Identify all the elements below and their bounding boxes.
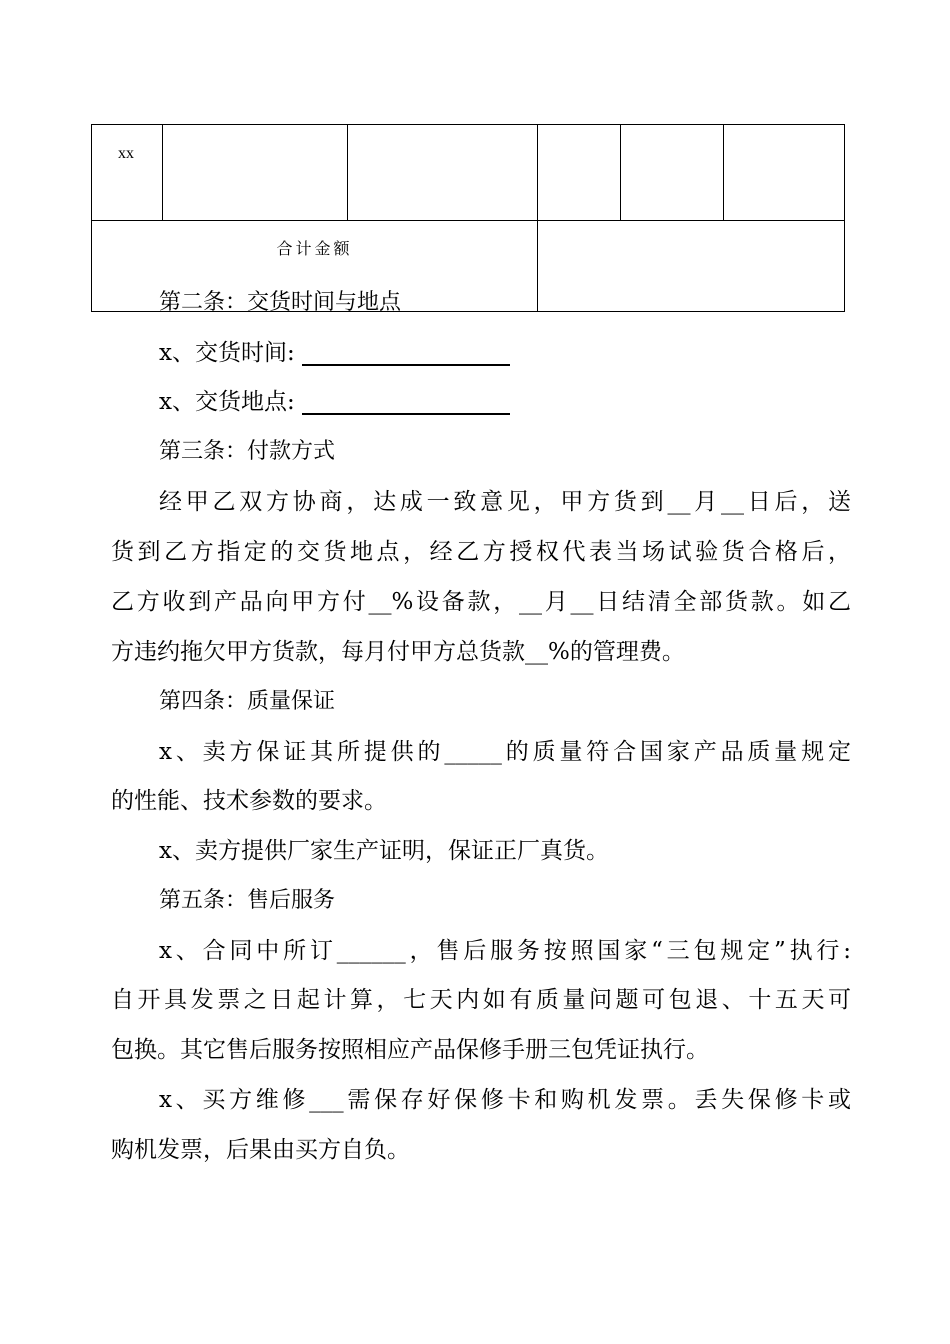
article3-line-4: 方违约拖欠甲方货款，每月付甲方总货款__%的管理费。 — [111, 639, 685, 665]
article4-line-3: x、卖方提供厂家生产证明，保证正厂真货。 — [159, 838, 609, 864]
total-amount-label: 合计金额 — [92, 221, 538, 312]
table-cell-xx: xx — [92, 125, 163, 221]
table-cell — [724, 125, 845, 221]
article5-line-2: 自开具发票之日起计算，七天内如有质量问题可包退、十五天可 — [111, 987, 851, 1013]
article5-line-1: x、合同中所订______，售后服务按照国家“三包规定”执行: — [159, 938, 851, 964]
article3-line-3: 乙方收到产品向甲方付__%设备款，__月__日结清全部货款。如乙 — [111, 589, 851, 615]
article5-line-4: x、买方维修___需保存好保修卡和购机发票。丢失保修卡或 — [159, 1087, 851, 1113]
table-cell — [538, 125, 621, 221]
article4-line-2: 的性能、技术参数的要求。 — [111, 788, 387, 814]
article3-heading: 第三条：付款方式 — [159, 439, 336, 464]
table-row — [92, 125, 845, 221]
table-cell — [621, 125, 724, 221]
article4-line-1: x、卖方保证其所提供的_____的质量符合国家产品质量规定 — [159, 739, 851, 765]
delivery-place-line — [111, 377, 851, 427]
table-cell — [348, 125, 538, 221]
table-cell — [163, 125, 348, 221]
article4-heading: 第四条：质量保证 — [159, 689, 336, 714]
article5-heading: 第五条：售后服务 — [159, 888, 336, 913]
article3-line-2: 货到乙方指定的交货地点，经乙方授权代表当场试验货合格后， — [111, 539, 851, 565]
delivery-time-label: x、交货时间: — [159, 340, 295, 366]
article5-line-5: 购机发票，后果由买方自负。 — [111, 1137, 410, 1163]
article5-line-3: 包换。其它售后服务按照相应产品保修手册三包凭证执行。 — [111, 1037, 709, 1063]
delivery-place-blank — [302, 383, 510, 415]
delivery-time-line — [111, 328, 851, 378]
delivery-place-label: x、交货地点: — [159, 389, 295, 415]
article2-heading: 第二条：交货时间与地点 — [159, 290, 402, 315]
article3-line-1: 经甲乙双方协商，达成一致意见，甲方货到__月__日后，送 — [159, 489, 851, 515]
delivery-time-blank — [302, 334, 510, 366]
